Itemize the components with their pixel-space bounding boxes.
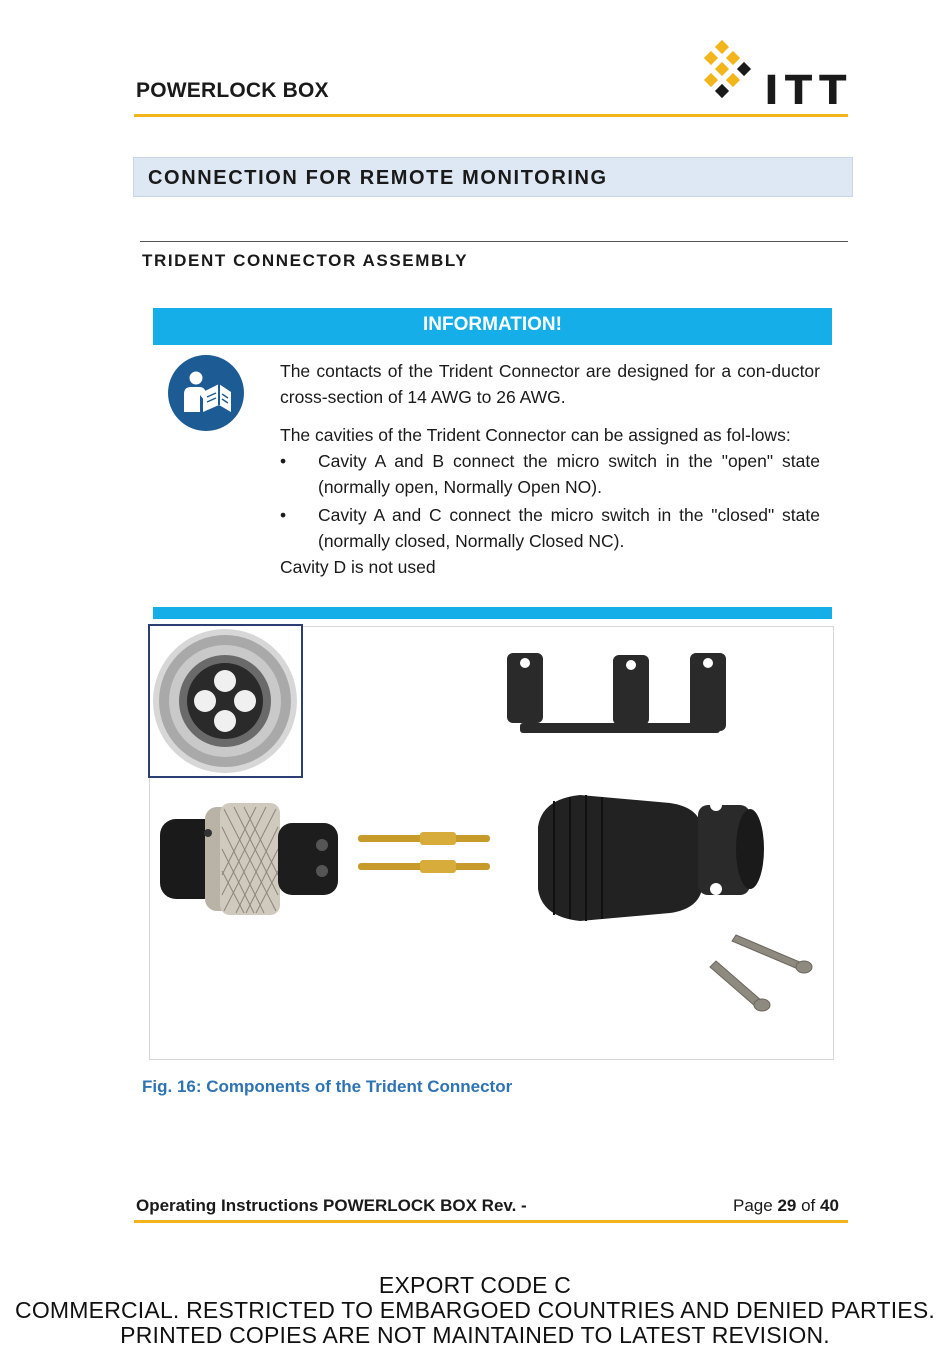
header-rule [134, 114, 848, 117]
subsection-rule [140, 241, 848, 242]
list-item [280, 502, 820, 554]
list-item [280, 448, 820, 500]
page-current: 29 [777, 1196, 797, 1215]
screws-image [710, 935, 812, 1011]
export-notice-line-2: COMMERCIAL. RESTRICTED TO EMBARGOED COUNTRIES AND DENIED PARTIES. [15, 1297, 935, 1323]
page-total: 40 [820, 1196, 839, 1215]
section-title: CONNECTION FOR REMOTE MONITORING [148, 167, 608, 189]
bullet-glyph: • [280, 505, 287, 525]
cable-clamp-image [507, 653, 726, 733]
contact-pins-image [358, 832, 490, 873]
figure-caption: Fig. 16: Components of the Trident Connector [142, 1077, 513, 1096]
read-manual-icon [167, 354, 245, 432]
bullet-text: Cavity A and B connect the micro switch in the "open" state (normally open, Normally Open NO). [318, 451, 820, 497]
info-body [280, 358, 820, 580]
connector-housing-image [538, 795, 764, 921]
connector-face-inset [148, 624, 303, 778]
page-of: of [801, 1196, 816, 1215]
subsection-title: TRIDENT CONNECTOR ASSEMBLY [142, 251, 469, 270]
info-note: Cavity D is not used [280, 557, 436, 577]
footer-rule [134, 1220, 848, 1223]
logo-text: ITT [764, 68, 853, 114]
export-notice-line-1: EXPORT CODE C [378, 1272, 572, 1298]
export-notice-line-3: PRINTED COPIES ARE NOT MAINTAINED TO LATEST REVISION. [120, 1322, 830, 1348]
info-paragraph-2: The cavities of the Trident Connector can be assigned as fol-lows: [280, 425, 791, 445]
page-word: Page [733, 1196, 773, 1215]
page-number [733, 1196, 839, 1216]
footer-document-title: Operating Instructions POWERLOCK BOX Rev. - [136, 1196, 527, 1215]
bullet-glyph: • [280, 451, 287, 471]
info-label: INFORMATION! [423, 314, 562, 335]
info-footer-bar [153, 607, 832, 619]
info-paragraph-1: The contacts of the Trident Connector are designed for a con-ductor cross-section of 14 AWG to 26 AWG. [280, 361, 820, 407]
bullet-text: Cavity A and C connect the micro switch in the "closed" state (normally closed, Normally Closed NC). [318, 505, 820, 551]
document-header-title: POWERLOCK BOX [136, 79, 329, 102]
coupling-nut-image [160, 803, 338, 915]
